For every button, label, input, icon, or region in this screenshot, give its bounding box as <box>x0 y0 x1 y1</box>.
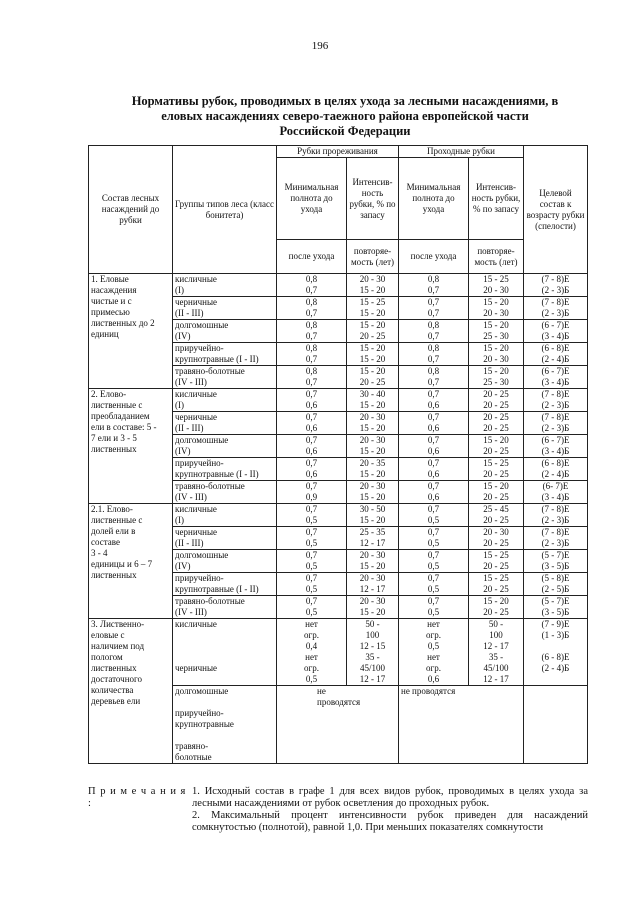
table-row <box>89 274 588 297</box>
thinning-min-density: 0,8 0,7 <box>277 274 347 297</box>
passage-intensity: 25 - 45 20 - 25 <box>469 504 524 527</box>
target-composition: (5 - 8)Е (2 - 5)Б <box>524 573 588 596</box>
forest-type-cell: долгомошные (IV) <box>173 550 277 573</box>
target-composition: (5 - 7)Е (3 - 5)Б <box>524 550 588 573</box>
norms-table <box>88 145 588 764</box>
thinning-min-density: 0,8 0,7 <box>277 366 347 389</box>
passage-intensity: 15 - 25 20 - 25 <box>469 458 524 481</box>
passage-intensity: 50 - 100 12 - 17 35 - 45/100 12 - 17 <box>469 619 524 686</box>
passage-min-density: 0,7 0,5 <box>399 573 469 596</box>
passage-min-density: 0,7 0,5 <box>399 527 469 550</box>
passage-min-density: 0,7 0,5 <box>399 504 469 527</box>
target-composition: (5 - 7)Е (3 - 5)Б <box>524 596 588 619</box>
target-composition: (6 - 8)Е (2 - 4)Б <box>524 458 588 481</box>
forest-type-cell: кисличные (I) <box>173 389 277 412</box>
note-1: 1. Исходный состав в графе 1 для всех видов рубок, проводимых в целях ухода за лесными насаждениями от рубок осветления до проходных рубок. <box>192 786 588 809</box>
passage-intensity: 20 - 30 20 - 25 <box>469 527 524 550</box>
passage-min-density: 0,7 0,6 <box>399 458 469 481</box>
thinning-min-density: 0,7 0,6 <box>277 389 347 412</box>
thinning-min-density: 0,7 0,6 <box>277 435 347 458</box>
header-repeatability: повторяе-мость (лет) <box>347 240 399 274</box>
target-composition: (7 - 8)Е (2 - 3)Б <box>524 504 588 527</box>
header-intensity: Интенсив-ность рубки, % по запасу <box>347 158 399 240</box>
thinning-intensity: 20 - 30 12 - 17 <box>347 573 399 596</box>
thinning-intensity: 15 - 20 15 - 20 <box>347 343 399 366</box>
thinning-intensity: 15 - 25 15 - 20 <box>347 297 399 320</box>
thinning-min-density: 0,7 0,6 <box>277 412 347 435</box>
target-composition: (7 - 8)Е (2 - 3)Б <box>524 527 588 550</box>
passage-min-density: 0,7 0,5 <box>399 550 469 573</box>
passage-intensity: 15 - 20 20 - 25 <box>469 481 524 504</box>
target-composition: (6 - 7)Е (3 - 4)Б <box>524 320 588 343</box>
passage-intensity: 15 - 20 25 - 30 <box>469 320 524 343</box>
forest-type-cell: долгомошные приручейно- крупнотравные травяно- болотные <box>173 686 277 764</box>
target-composition: (6 - 8)Е (2 - 4)Б <box>524 343 588 366</box>
title-line: Нормативы рубок, проводимых в целях ухода за лесными насаждениями, в <box>131 94 559 108</box>
title-line: Российской Федерации <box>279 124 411 138</box>
header-passage: Проходные рубки <box>399 146 524 158</box>
header-min-density: Минимальная полнота до ухода <box>277 158 347 240</box>
composition-cell: 2. Елово- лиственные с преобладанием ели в составе: 5 - 7 ели и 3 - 5 лиственных <box>89 389 173 504</box>
passage-intensity: 15 - 20 20 - 30 <box>469 297 524 320</box>
forest-type-cell: черничные (II - III) <box>173 412 277 435</box>
thinning-intensity: 15 - 20 20 - 25 <box>347 366 399 389</box>
forest-type-cell: травяно-болотные (IV - III) <box>173 481 277 504</box>
passage-min-density: 0,7 0,5 <box>399 596 469 619</box>
thinning-min-density: 0,7 0,5 <box>277 527 347 550</box>
passage-min-density: нет огр. 0,5 нет огр. 0,6 <box>399 619 469 686</box>
thinning-intensity: 20 - 35 15 - 20 <box>347 458 399 481</box>
thinning-min-density: 0,7 0,6 <box>277 458 347 481</box>
forest-type-cell: долгомошные (IV) <box>173 320 277 343</box>
passage-min-density: 0,7 0,6 <box>399 435 469 458</box>
thinning-min-density: 0,7 0,5 <box>277 573 347 596</box>
empty-cell <box>524 686 588 764</box>
target-composition: (7 - 8)Е (2 - 3)Б <box>524 389 588 412</box>
target-composition: (7 - 8)Е (2 - 3)Б <box>524 274 588 297</box>
target-composition: (7 - 8)Е (2 - 3)Б <box>524 297 588 320</box>
header-after-care: после ухода <box>277 240 347 274</box>
thinning-min-density: 0,8 0,7 <box>277 343 347 366</box>
passage-intensity: 15 - 20 20 - 25 <box>469 435 524 458</box>
target-composition: (6 - 7)Е (3 - 4)Б <box>524 366 588 389</box>
thinning-min-density: нет огр. 0,4 нет огр. 0,5 <box>277 619 347 686</box>
thinning-intensity: 20 - 30 15 - 20 <box>347 550 399 573</box>
title-line: еловых насаждениях северо-таежного района европейской части <box>161 109 529 123</box>
thinning-intensity: 20 - 30 15 - 20 <box>347 412 399 435</box>
composition-cell: 3. Лиственно- еловые с наличием под пологом лиственных достаточного количества деревьев ели <box>89 619 173 764</box>
table-row <box>89 389 588 412</box>
passage-intensity: 15 - 20 25 - 30 <box>469 366 524 389</box>
passage-min-density: 0,8 0,7 <box>399 274 469 297</box>
forest-type-cell: приручейно- крупнотравные (I - II) <box>173 343 277 366</box>
passage-min-density: 0,7 0,6 <box>399 481 469 504</box>
not-held-thinning: не проводятся <box>277 686 399 764</box>
thinning-intensity: 30 - 40 15 - 20 <box>347 389 399 412</box>
passage-intensity: 20 - 25 20 - 25 <box>469 412 524 435</box>
header-after-care: после ухода <box>399 240 469 274</box>
thinning-min-density: 0,8 0,7 <box>277 297 347 320</box>
thinning-intensity: 15 - 20 20 - 25 <box>347 320 399 343</box>
table-row <box>89 619 588 686</box>
notes-label: П р и м е ч а н и я : <box>88 786 187 809</box>
thinning-intensity: 20 - 30 15 - 20 <box>347 435 399 458</box>
forest-type-cell: приручейно- крупнотравные (I - II) <box>173 573 277 596</box>
passage-min-density: 0,8 0,7 <box>399 366 469 389</box>
header-intensity: Интенсив-ность рубки, % по запасу <box>469 158 524 240</box>
not-held-passage: не проводятся <box>399 686 524 764</box>
notes <box>88 786 588 834</box>
header-min-density: Минимальная полнота до ухода <box>399 158 469 240</box>
target-composition: (7 - 9)Е (1 - 3)Б (6 - 8)Е (2 - 4)Б <box>524 619 588 686</box>
passage-min-density: 0,7 0,6 <box>399 389 469 412</box>
thinning-intensity: 50 - 100 12 - 15 35 - 45/100 12 - 17 <box>347 619 399 686</box>
forest-type-cell: травяно-болотные (IV - III) <box>173 366 277 389</box>
target-composition: (7 - 8)Е (2 - 3)Б <box>524 412 588 435</box>
thinning-intensity: 30 - 50 15 - 20 <box>347 504 399 527</box>
thinning-intensity: 20 - 30 15 - 20 <box>347 596 399 619</box>
forest-type-cell: черничные (II - III) <box>173 297 277 320</box>
thinning-min-density: 0,7 0,9 <box>277 481 347 504</box>
thinning-intensity: 20 - 30 15 - 20 <box>347 274 399 297</box>
target-composition: (6- 7)Е (3 - 4)Б <box>524 481 588 504</box>
composition-cell: 2.1. Елово- лиственные с долей ели в составе 3 - 4 единицы и 6 – 7 лиственных <box>89 504 173 619</box>
forest-type-cell: кисличные черничные <box>173 619 277 686</box>
table-row <box>89 504 588 527</box>
passage-min-density: 0,7 0,6 <box>399 412 469 435</box>
thinning-min-density: 0,7 0,5 <box>277 504 347 527</box>
passage-min-density: 0,7 0,7 <box>399 297 469 320</box>
passage-intensity: 15 - 25 20 - 25 <box>469 550 524 573</box>
thinning-min-density: 0,8 0,7 <box>277 320 347 343</box>
document-title <box>100 94 590 139</box>
thinning-intensity: 25 - 35 12 - 17 <box>347 527 399 550</box>
page-number: 196 <box>311 40 329 52</box>
passage-intensity: 15 - 25 20 - 30 <box>469 274 524 297</box>
header-repeatability: повторяе-мость (лет) <box>469 240 524 274</box>
passage-min-density: 0,8 0,7 <box>399 343 469 366</box>
thinning-intensity: 20 - 30 15 - 20 <box>347 481 399 504</box>
passage-intensity: 15 - 25 20 - 25 <box>469 573 524 596</box>
passage-intensity: 15 - 20 20 - 25 <box>469 596 524 619</box>
forest-type-cell: травяно-болотные (IV - III) <box>173 596 277 619</box>
forest-type-cell: долгомошные (IV) <box>173 435 277 458</box>
target-composition: (6 - 7)Е (3 - 4)Б <box>524 435 588 458</box>
header-forest-type: Группы типов леса (класс бонитета) <box>173 146 277 274</box>
thinning-min-density: 0,7 0,5 <box>277 550 347 573</box>
passage-min-density: 0,8 0,7 <box>399 320 469 343</box>
forest-type-cell: черничные (II - III) <box>173 527 277 550</box>
forest-type-cell: приручейно- крупнотравные (I - II) <box>173 458 277 481</box>
forest-type-cell: кисличные (I) <box>173 274 277 297</box>
passage-intensity: 20 - 25 20 - 25 <box>469 389 524 412</box>
note-2: 2. Максимальный процент интенсивности рубок приведен для насаждений сомкнутостью (полнотой), равной 1,0. При меньших показателях сомкнутости <box>192 810 588 833</box>
forest-type-cell: кисличные (I) <box>173 504 277 527</box>
passage-intensity: 15 - 20 20 - 30 <box>469 343 524 366</box>
header-thinning: Рубки прореживания <box>277 146 399 158</box>
thinning-min-density: 0,7 0,5 <box>277 596 347 619</box>
header-target: Целевой состав к возрасту рубки (спелости) <box>524 146 588 274</box>
header-composition: Состав лесных насаждений до рубки <box>89 146 173 274</box>
composition-cell: 1. Еловые насаждения чистые и с примесью лиственных до 2 единиц <box>89 274 173 389</box>
